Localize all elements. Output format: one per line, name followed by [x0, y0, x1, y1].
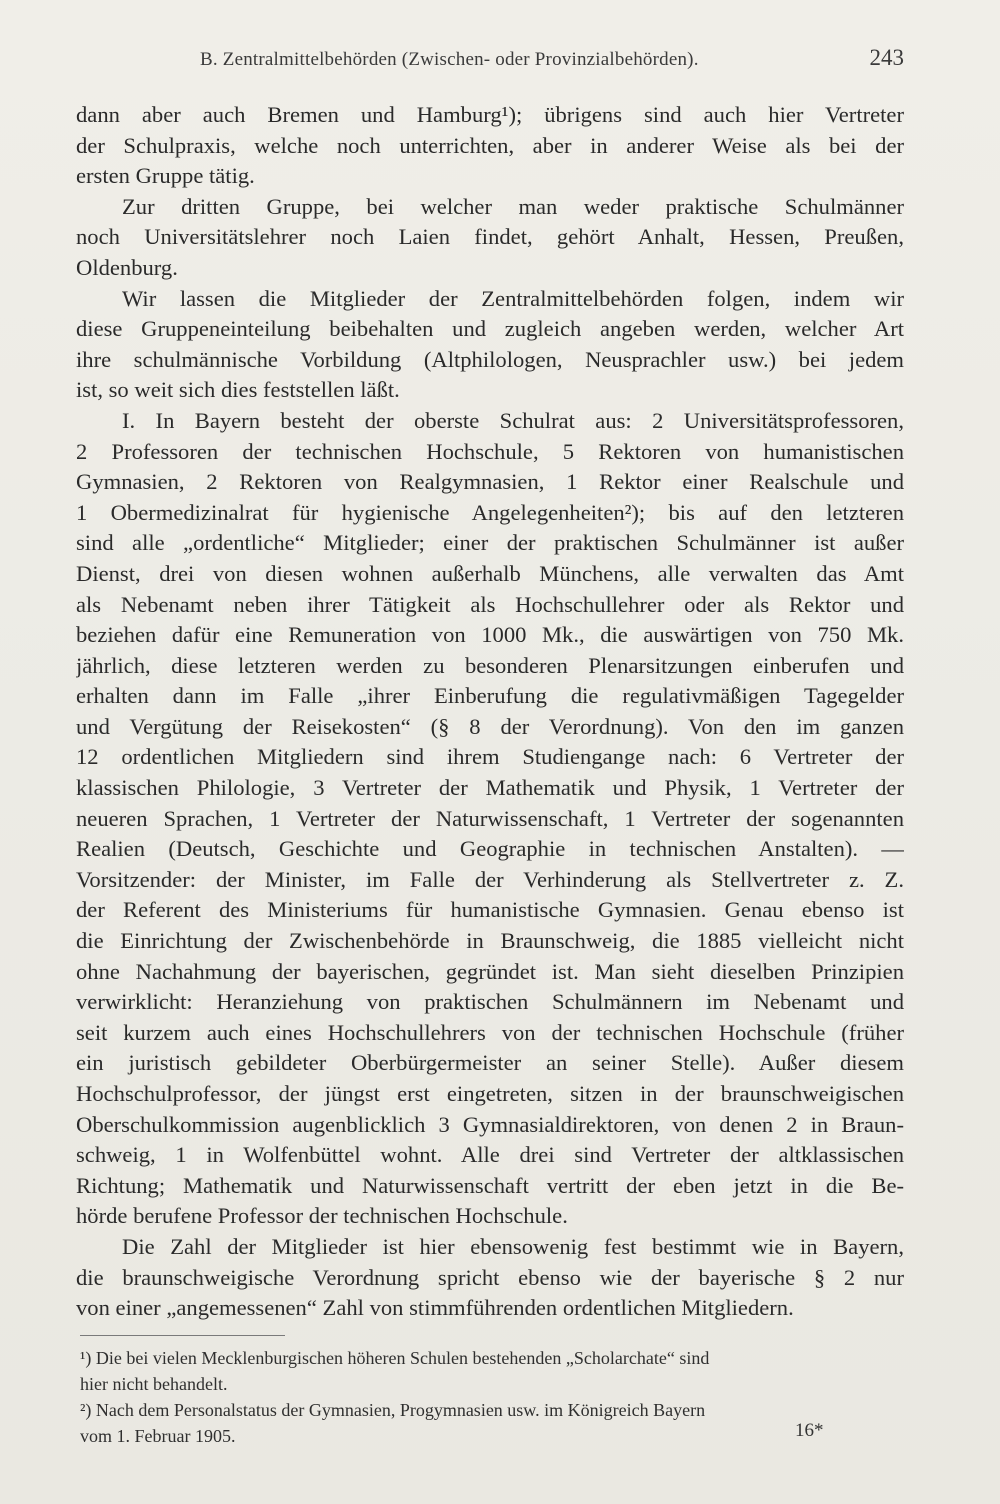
- text-line: Zur dritten Gruppe, bei welcher man weder praktische Schulmänner: [122, 193, 904, 219]
- text-line: der Schulpraxis, welche noch unterrichten, aber in anderer Weise als bei der: [76, 132, 904, 158]
- text-line: I. In Bayern besteht der oberste Schulrat aus: 2 Universitätsprofessoren,: [122, 407, 904, 433]
- text-line: 12 ordentlichen Mitgliedern sind ihrem Studiengange nach: 6 Vertreter der: [76, 744, 904, 770]
- footnotes: [80, 1345, 910, 1449]
- running-head-title: B. Zentralmittelbehörden (Zwischen- oder Provinzialbehörden).: [200, 49, 699, 70]
- text-line: Dienst, drei von diesen wohnen außerhalb Münchens, alle verwalten das Amt: [76, 560, 904, 586]
- footnote-2: ²) Nach dem Personalstatus der Gymnasien, Progymnasien usw. im Königreich Bayern: [80, 1400, 706, 1420]
- text-line: diese Gruppeneinteilung beibehalten und zugleich angeben werden, welcher Art: [76, 316, 904, 342]
- running-head: [200, 45, 904, 77]
- text-line: Vorsitzender: der Minister, im Falle der Verhinderung als Stellvertreter z. Z.: [76, 866, 904, 892]
- text-line: seit kurzem auch eines Hochschullehrers von der technischen Hochschule (früher: [76, 1019, 904, 1045]
- text-line: und Vergütung der Reisekosten“ (§ 8 der Verordnung). Von den im ganzen: [76, 713, 904, 739]
- text-line: der Referent des Ministeriums für humanistische Gymnasien. Genau ebenso ist: [76, 897, 904, 923]
- text-line: Gymnasien, 2 Rektoren von Realgymnasien, 1 Rektor einer Realschule und: [76, 469, 904, 495]
- text-line: hörde berufene Professor der technischen Hochschule.: [76, 1203, 568, 1229]
- text-line: Hochschulprofessor, der jüngst erst eingetreten, sitzen in der braunschweigischen: [76, 1081, 904, 1106]
- printer-signature: 16*: [795, 1420, 824, 1441]
- text-line: verwirklicht: Heranziehung von praktischen Schulmännern im Nebenamt und: [76, 989, 904, 1015]
- footnote-divider: [80, 1335, 285, 1336]
- text-line: ein juristisch gebildeter Oberbürgermeister an seiner Stelle). Außer diesem: [76, 1050, 904, 1076]
- text-line: dann aber auch Bremen und Hamburg¹); übrigens sind auch hier Vertreter: [76, 102, 904, 127]
- text-line: Wir lassen die Mitglieder der Zentralmittelbehörden folgen, indem wir: [122, 285, 904, 311]
- text-line: Oberschulkommission augenblicklich 3 Gymnasialdirektoren, von denen 2 in Braun-: [76, 1111, 904, 1137]
- text-line: beziehen dafür eine Remuneration von 1000 Mk., die auswärtigen von 750 Mk.: [76, 622, 904, 648]
- footnote-1-continuation: hier nicht behandelt.: [80, 1374, 228, 1394]
- text-line: klassischen Philologie, 3 Vertreter der Mathematik und Physik, 1 Vertreter der: [76, 775, 904, 801]
- text-line: 1 Obermedizinalrat für hygienische Angelegenheiten²); bis auf den letzteren: [76, 499, 904, 525]
- text-line: Realien (Deutsch, Geschichte und Geographie in technischen Anstalten). —: [76, 836, 904, 862]
- page-number: 243: [869, 45, 904, 70]
- body-text: [76, 100, 904, 1324]
- text-line: 2 Professoren der technischen Hochschule, 5 Rektoren von humanistischen: [76, 438, 904, 464]
- footnote-1: ¹) Die bei vielen Mecklenburgischen höheren Schulen bestehenden „Scholarchate“ sind: [80, 1348, 710, 1368]
- text-line: die Einrichtung der Zwischenbehörde in Braunschweig, die 1885 vielleicht nicht: [76, 928, 904, 954]
- text-line: Oldenburg.: [76, 254, 178, 280]
- text-line: erhalten dann im Falle „ihrer Einberufung die regulativmäßigen Tagegelder: [76, 683, 904, 709]
- text-line: von einer „angemessenen“ Zahl von stimmführenden ordentlichen Mitgliedern.: [76, 1295, 794, 1321]
- text-line: ohne Nachahmung der bayerischen, gegründet ist. Man sieht dieselben Prinzipien: [76, 958, 904, 984]
- text-line: ersten Gruppe tätig.: [76, 163, 255, 189]
- text-line: schweig, 1 in Wolfenbüttel wohnt. Alle drei sind Vertreter der altklassischen: [76, 1142, 904, 1168]
- text-line: die braunschweigische Verordnung spricht ebenso wie der bayerische § 2 nur: [76, 1264, 904, 1290]
- text-line: als Nebenamt neben ihrer Tätigkeit als Hochschullehrer oder als Rektor und: [76, 591, 904, 617]
- text-line: Die Zahl der Mitglieder ist hier ebensowenig fest bestimmt wie in Bayern,: [122, 1233, 904, 1259]
- text-line: ist, so weit sich dies feststellen läßt.: [76, 377, 400, 403]
- text-line: Richtung; Mathematik und Naturwissenschaft vertritt der eben jetzt in die Be-: [76, 1172, 904, 1198]
- footnote-2-continuation: vom 1. Februar 1905.: [80, 1426, 236, 1446]
- text-line: neueren Sprachen, 1 Vertreter der Naturwissenschaft, 1 Vertreter der sogenannten: [76, 805, 904, 831]
- text-line: ihre schulmännische Vorbildung (Altphilologen, Neusprachler usw.) bei jedem: [76, 346, 904, 372]
- text-line: noch Universitätslehrer noch Laien findet, gehört Anhalt, Hessen, Preußen,: [76, 224, 904, 250]
- text-line: sind alle „ordentliche“ Mitglieder; einer der praktischen Schulmänner ist außer: [76, 530, 904, 556]
- text-line: jährlich, diese letzteren werden zu besonderen Plenarsitzungen einberufen und: [76, 652, 904, 678]
